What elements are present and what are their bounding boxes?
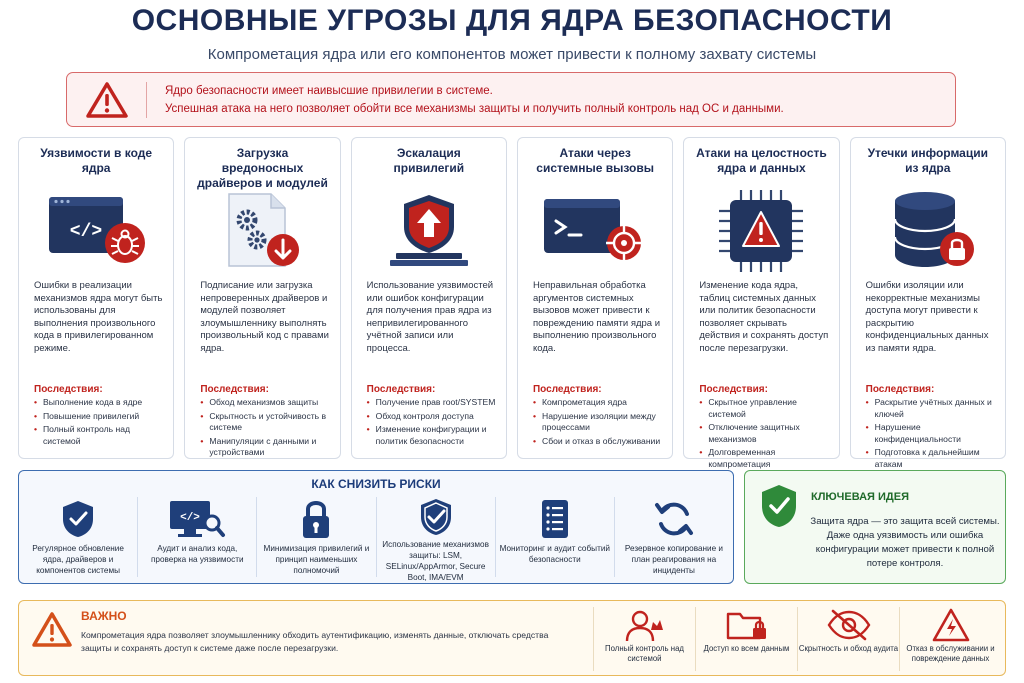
consequence-item: • Нарушение конфиденциальности [866,422,996,445]
refresh-icon [654,497,694,541]
consequence-item: • Компрометация ядра [533,397,663,409]
consequence-item: • Полный контроль над системой [34,424,164,447]
document-list-icon [539,497,571,541]
threat-card [683,137,839,469]
impact-item [593,607,695,671]
consequence-item: • Обход механизмов защиты [200,397,330,409]
card-title: Уязвимости в коде ядра [40,146,153,175]
consequence-item: • Обход контроля доступа [367,411,497,423]
driver-file-icon [194,186,330,276]
card-description: Подписание или загрузка непроверенных драйверов и модулей позволяет злоумышленнику выполнять произвольный код с правами ядра. [200,280,329,354]
key-idea-panel [744,470,1006,584]
padlock-icon [300,497,332,541]
shield-check-icon [60,497,96,541]
mitigation-title: КАК СНИЗИТЬ РИСКИ [311,477,441,491]
card-description: Использование уязвимостей или ошибок конфигурации для получения прав ядра из непривилегированного учётной записи или процесса. [366,280,494,354]
card-title: Утечки информации из ядра [867,146,988,175]
threat-cards [18,137,1006,469]
card-description: Неправильная обработка аргументов системных вызовов может привести к повреждению памяти ядра и выполнению произвольного кода. [532,280,661,354]
card-title: Загрузка вредоносных драйверов и модулей [197,146,328,190]
card-description: Ошибки в реализации механизмов ядра могут быть использованы для выполнения произвольного кода в привилегированном режиме. [34,280,163,354]
mitigation-text: Использование механизмов защиты: LSM, SELinux/AppArmor, Secure Boot, IMA/EVM [382,540,489,582]
shield-check-icon [418,497,454,537]
alert-line-1: Ядро безопасности имеет наивысшие привилегии в системе. [165,84,493,97]
mitigation-text: Регулярное обновление ядра, драйверов и компонентов системы [32,544,124,575]
card-title: Атаки на целостность ядра и данных [696,146,827,175]
threat-card [184,137,340,459]
impact-text: Полный контроль над системой [605,644,684,663]
database-lock-icon [860,186,996,276]
important-panel [18,600,1006,676]
mitigation-text: Резервное копирование и план реагирования на инциденты [624,544,724,575]
consequences-label: Последствия: [699,384,768,395]
user-crown-icon [625,607,665,643]
consequence-item: • Повышение привилегий [34,411,164,423]
threat-card [18,137,174,459]
mitigation-text: Мониторинг и аудит событий безопасности [499,544,610,564]
warning-bolt-icon [932,607,970,643]
consequences-label: Последствия: [865,384,935,395]
consequence-item: • Скрытное управление системой [699,397,829,420]
page-title: ОСНОВНЫЕ УГРОЗЫ ДЛЯ ЯДРА БЕЗОПАСНОСТИ [131,4,893,37]
consequences-label: Последствия: [200,384,269,395]
impact-text: Отказ в обслуживании и повреждение данных [906,644,995,663]
mitigation-item [257,497,376,577]
important-text: Компрометация ядра позволяет злоумышленнику обходить аутентификацию, изменять данные, отключать средства защиты и сохранять доступ к системе даже после перезагрузки. [81,630,549,653]
mitigation-text: Аудит и анализ кода, проверка на уязвимости [150,544,244,564]
key-idea-label: КЛЮЧЕВАЯ ИДЕЯ [811,491,909,503]
code-bug-icon [28,186,164,276]
mitigation-item [19,497,138,577]
consequence-item: • Нарушение изоляции между процессами [533,411,663,434]
eye-off-icon [827,607,871,643]
warning-icon [67,82,147,118]
consequence-item: • Манипуляции с данными и устройствами [200,436,330,459]
chip-warning-icon [693,186,829,276]
mitigation-item [377,497,496,582]
impact-text: Доступ ко всем данным [703,644,790,653]
shield-check-icon [759,483,799,534]
svg-text:</>: </> [180,512,201,524]
consequence-item: • Получение прав root/SYSTEM [367,397,497,409]
consequence-item: • Отключение защитных механизмов [699,422,829,445]
mitigation-panel [18,470,734,584]
shield-arrow-icon [361,186,497,276]
card-description: Изменение кода ядра, таблиц системных данных или политик безопасности позволяет скрывать действия и сохранять доступ после перезагрузки. [699,280,829,354]
consequence-item: • Подготовка к дальнейшим атакам [866,447,996,470]
consequence-item: • Сбои и отказ в обслуживании [533,436,663,448]
mitigation-text: Минимизация привилегий и принцип наименьших полномочий [263,544,370,575]
consequences-label: Последствия: [366,384,436,395]
card-title: Эскалация привилегий [393,146,465,175]
warning-icon [31,611,73,654]
important-label: ВАЖНО [81,609,127,623]
alert-line-2: Успешная атака на него позволяет обойти все механизмы защиты и получить полный контроль над ОС и данными. [165,102,784,115]
alert-banner [66,72,956,127]
threat-card [517,137,673,459]
impact-text: Скрытность и обход аудита [798,644,899,653]
svg-text:</>: </> [69,222,103,242]
consequence-item: • Выполнение кода в ядре [34,397,164,409]
consequence-item: • Раскрытие учётных данных и ключей [866,397,996,420]
mitigation-item [615,497,733,577]
impact-item [797,607,899,671]
mitigation-item [138,497,257,577]
impact-item [899,607,1001,671]
card-title: Атаки через системные вызовы [536,146,655,175]
consequences-label: Последствия: [532,384,602,395]
folder-lock-icon [726,607,768,643]
page-subtitle: Компрометация ядра или его компонентов может привести к полному захвату системы [207,46,817,63]
monitor-search-icon [168,497,226,541]
card-description: Ошибки изоляции или некорректные механизмы доступа могут привести к раскрытию конфиденциальных данных из памяти ядра. [865,280,989,354]
threat-card [351,137,507,459]
terminal-target-icon [527,186,663,276]
consequence-item: • Долговременная компрометация [699,447,829,470]
mitigation-item [496,497,615,577]
consequence-item: • Изменение конфигурации и политик безопасности [367,424,497,447]
consequence-item: • Скрытность и устойчивость в системе [200,411,330,434]
threat-card [850,137,1006,469]
impact-item [695,607,797,671]
key-idea-text: Защита ядра — это защита всей системы. Даже одна уязвимость или ошибка конфигурации может привести к полной потере контроля. [810,516,1000,569]
consequences-label: Последствия: [34,384,103,395]
